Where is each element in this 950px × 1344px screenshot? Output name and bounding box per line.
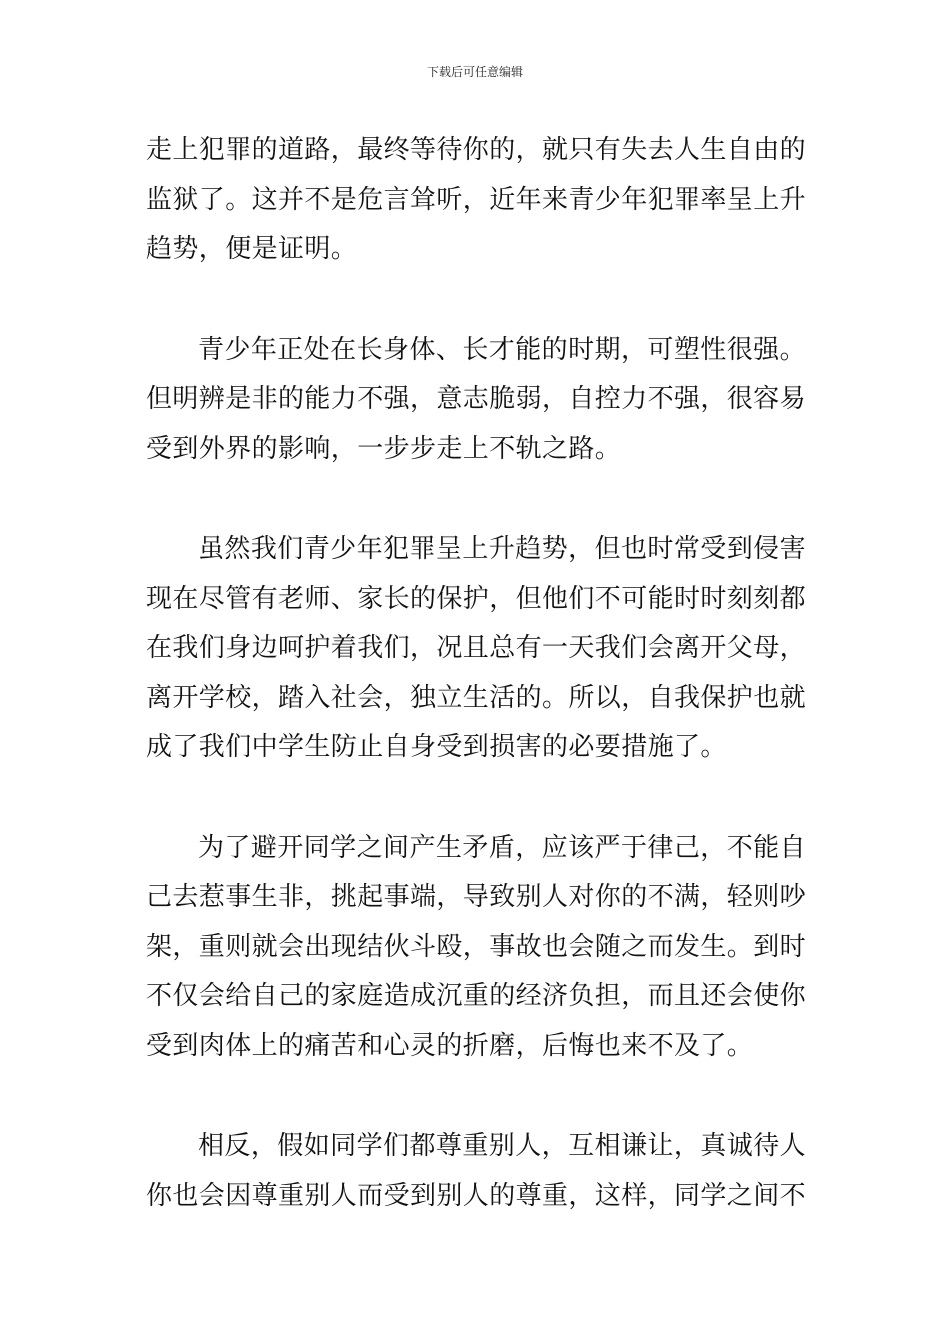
paragraph: 青少年正处在长身体、长才能的时期，可塑性很强。但明辨是非的能力不强，意志脆弱，自控力不强，很容易受到外界的影响，一步步走上不轨之路。 <box>146 334 807 464</box>
paragraph: 为了避开同学之间产生矛盾，应该严于律己，不能自己去惹事生非，挑起事端，导致别人对你的不满，轻则吵架，重则就会出现结伙斗殴，事故也会随之而发生。到时不仅会给自己的家庭造成沉重的经济负担，而且还会使你受到肉体上的痛苦和心灵的折磨，后悔也来不及了。 <box>146 832 807 1061</box>
document-body <box>146 126 806 1272</box>
paragraph: 走上犯罪的道路，最终等待你的，就只有失去人生自由的监狱了。这并不是危言耸听，近年来青少年犯罪率呈上升趋势，便是证明。 <box>146 135 807 264</box>
paragraph: 虽然我们青少年犯罪呈上升趋势，但也时常受到侵害现在尽管有老师、家长的保护，但他们不可能时时刻刻都在我们身边呵护着我们，况且总有一天我们会离开父母，离开学校，踏入社会，独立生活的。所以，自我保护也就成了我们中学生防止自身受到损害的必要措施了。 <box>146 534 807 762</box>
header-note: 下载后可任意编辑 <box>426 65 523 79</box>
paragraph: 相反，假如同学们都尊重别人，互相谦让，真诚待人你也会因尊重别人而受到别人的尊重，这样，同学之间不 <box>146 1131 807 1211</box>
